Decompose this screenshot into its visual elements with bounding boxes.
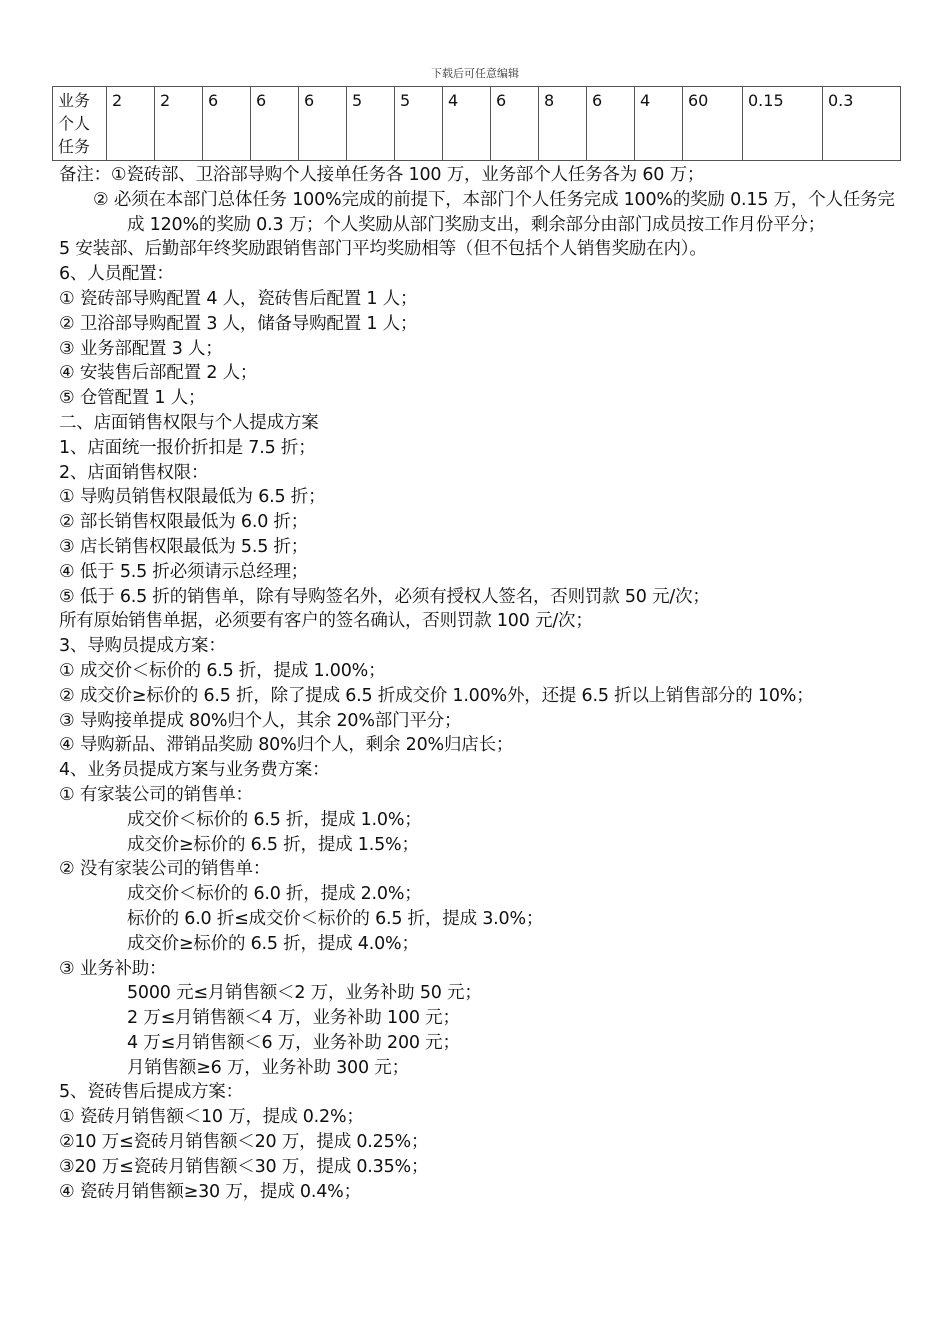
- document-body: [59, 163, 897, 1204]
- table-cell: 2: [155, 87, 203, 161]
- sub-item: 成交价≥标价的 6.5 折，提成 1.5%；: [127, 834, 419, 855]
- list-item: ④ 安装售后部配置 2 人；: [59, 363, 258, 384]
- list-item: ③ 业务补助：: [59, 958, 167, 979]
- list-item: ③ 业务部配置 3 人；: [59, 338, 223, 359]
- list-item: ② 没有家装公司的销售单：: [59, 859, 271, 880]
- table-cell: 8: [539, 87, 587, 161]
- list-item: ② 成交价≥标价的 6.5 折，除了提成 6.5 折成交价 1.00%外，还提 6.5 折以上销售部分的 10%；: [59, 685, 814, 706]
- table-cell: 6: [251, 87, 299, 161]
- table-row: [53, 87, 901, 161]
- list-item: ① 导购员销售权限最低为 6.5 折；: [59, 487, 326, 508]
- list-item: ③20 万≤瓷砖月销售额＜30 万，提成 0.35%；: [59, 1156, 429, 1177]
- text-line: 5 安装部、后勤部年终奖励跟销售部门平均奖励相等（但不包括个人销售奖励在内）。: [59, 239, 707, 260]
- sub-item: 成交价≥标价的 6.5 折，提成 4.0%；: [127, 933, 419, 954]
- sub-item: 成交价＜标价的 6.5 折，提成 1.0%；: [127, 809, 422, 830]
- note-line: 备注：①瓷砖部、卫浴部导购个人接单任务各 100 万，业务部个人任务各为 60 万；: [59, 165, 705, 185]
- section-heading: 5、瓷砖售后提成方案：: [59, 1082, 243, 1103]
- table-cell: 6: [203, 87, 251, 161]
- list-item: ① 有家装公司的销售单：: [59, 784, 253, 805]
- sub-item: 标价的 6.0 折≤成交价＜标价的 6.5 折，提成 3.0%；: [127, 908, 544, 929]
- list-item: ④ 瓷砖月销售额≥30 万，提成 0.4%；: [59, 1181, 361, 1202]
- sub-item: 2 万≤月销售额＜4 万，业务补助 100 元；: [127, 1008, 460, 1029]
- table-cell: 5: [395, 87, 443, 161]
- section-heading: 6、人员配置：: [59, 264, 174, 285]
- table-cell: 6: [299, 87, 347, 161]
- table-cell: 6: [491, 87, 539, 161]
- note-paragraph: ② 必须在本部门总体任务 100%完成的前提下，本部门个人任务完成 100%的奖励 0.15 万，个人任务完成 120%的奖励 0.3 万；个人奖励从部门奖励支出，剩余部分由部门成员按工作月份平分；: [93, 189, 895, 235]
- table-cell: 60: [683, 87, 743, 161]
- table-cell: 5: [347, 87, 395, 161]
- sub-item: 4 万≤月销售额＜6 万，业务补助 200 元；: [127, 1032, 460, 1053]
- task-table: [52, 86, 901, 161]
- table-cell: 2: [107, 87, 155, 161]
- list-item: ⑤ 仓管配置 1 人；: [59, 388, 206, 409]
- section-heading: 4、业务员提成方案与业务费方案：: [59, 760, 330, 781]
- sub-item: 5000 元≤月销售额＜2 万，业务补助 50 元；: [127, 983, 482, 1004]
- list-item: ③ 店长销售权限最低为 5.5 折；: [59, 536, 309, 557]
- table-cell: 0.15: [743, 87, 823, 161]
- list-item: ③ 导购接单提成 80%归个人，其余 20%部门平分；: [59, 710, 462, 731]
- list-item: ① 瓷砖月销售额＜10 万，提成 0.2%；: [59, 1107, 364, 1128]
- text-line: 所有原始销售单据，必须要有客户的签名确认，否则罚款 100 元/次；: [59, 611, 593, 632]
- table-cell: 0.3: [823, 87, 901, 161]
- sub-item: 成交价＜标价的 6.0 折，提成 2.0%；: [127, 884, 422, 905]
- row-label-cell: 业务个人任务: [53, 87, 107, 161]
- section-heading: 2、店面销售权限：: [59, 462, 209, 483]
- list-item: ②10 万≤瓷砖月销售额＜20 万，提成 0.25%；: [59, 1132, 429, 1153]
- section-heading: 3、导购员提成方案：: [59, 636, 226, 657]
- list-item: ① 瓷砖部导购配置 4 人，瓷砖售后配置 1 人；: [59, 288, 418, 309]
- table-cell: 4: [443, 87, 491, 161]
- list-item: ② 卫浴部导购配置 3 人，储备导购配置 1 人；: [59, 313, 418, 334]
- table-cell: 4: [635, 87, 683, 161]
- section-heading: 二、店面销售权限与个人提成方案: [59, 412, 319, 433]
- list-item: ⑤ 低于 6.5 折的销售单，除有导购签名外，必须有授权人签名，否则罚款 50 元/次；: [59, 586, 710, 607]
- list-item: ① 成交价＜标价的 6.5 折，提成 1.00%；: [59, 660, 386, 681]
- section-heading: 1、店面统一报价折扣是 7.5 折；: [59, 437, 316, 458]
- page-header: 下载后可任意编辑: [431, 67, 519, 80]
- list-item: ④ 低于 5.5 折必须请示总经理；: [59, 561, 309, 582]
- list-item: ④ 导购新品、滞销品奖励 80%归个人，剩余 20%归店长；: [59, 735, 514, 756]
- list-item: ② 部长销售权限最低为 6.0 折；: [59, 512, 309, 533]
- sub-item: 月销售额≥6 万，业务补助 300 元；: [127, 1057, 409, 1078]
- table-cell: 6: [587, 87, 635, 161]
